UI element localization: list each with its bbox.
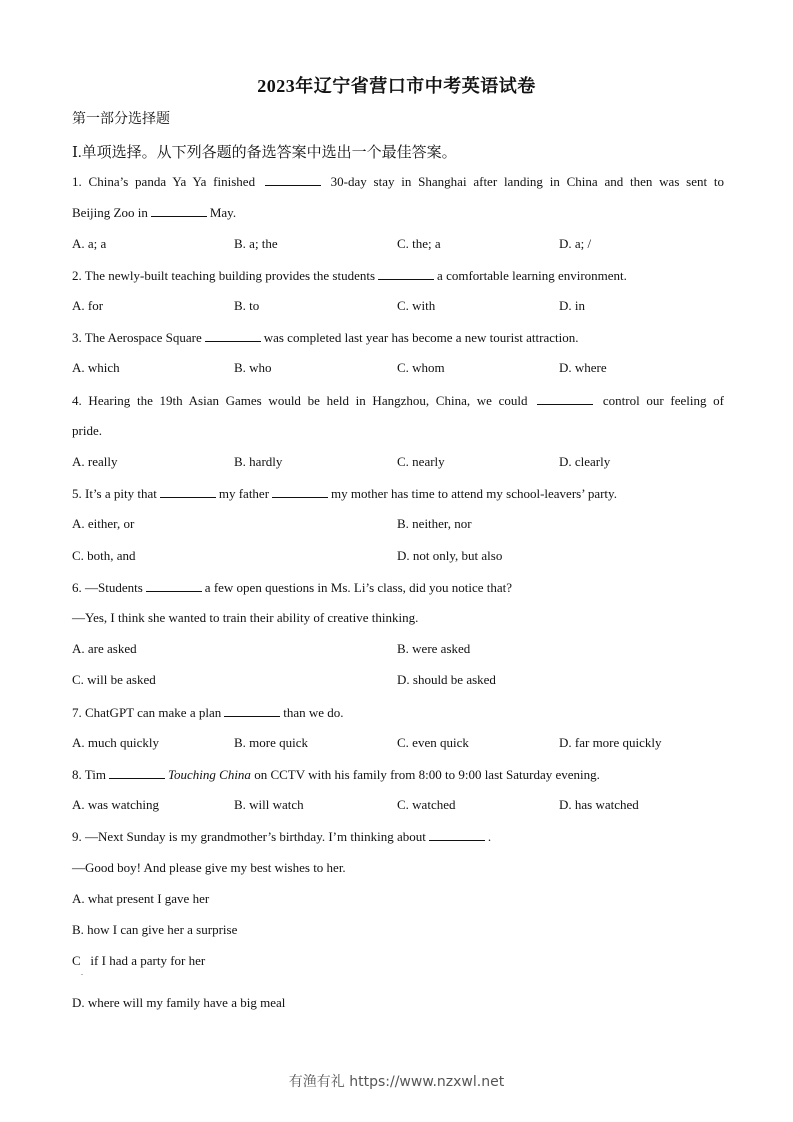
question-1-text-a: 1. China’s panda Ya Ya finished	[72, 174, 256, 189]
option-d: D. should be asked	[397, 672, 496, 687]
question-1-line-1	[72, 173, 724, 190]
question-3-text-b: was completed last year has become a new tourist attraction.	[263, 330, 579, 345]
question-3-options	[72, 360, 724, 378]
option-c: C. with	[397, 298, 436, 313]
question-7-text-b: than we do.	[283, 705, 344, 720]
question-2-text-a: 2. The newly-built teaching building provides the students	[72, 268, 376, 283]
option-d: D. clearly	[559, 454, 611, 469]
question-1-text-c: Beijing Zoo in	[72, 205, 148, 220]
question-2-text-b: a comfortable learning environment.	[437, 268, 627, 283]
page-title: 2023年辽宁省营口市中考英语试卷	[257, 76, 536, 96]
question-6-line-2: —Yes, I think she wanted to train their ability of creative thinking.	[72, 610, 419, 625]
question-5-options-row-1	[72, 516, 724, 534]
question-2-options	[72, 298, 724, 316]
option-a: A. for	[72, 298, 104, 313]
option-c: C. nearly	[397, 454, 445, 469]
question-6-options-row-1	[72, 641, 724, 659]
question-5-text-a: 5. It’s a pity that	[72, 486, 157, 501]
question-5-options-row-2	[72, 548, 724, 566]
question-6-text-a: 6. —Students	[72, 580, 143, 595]
question-4-text-a: 4. Hearing the 19th Asian Games would be held in Hangzhou, China, we could	[72, 393, 528, 408]
option-c: C. will be asked	[72, 672, 156, 687]
question-2	[72, 267, 724, 284]
option-b: B. more quick	[234, 735, 309, 750]
question-9-text-b: .	[487, 829, 492, 844]
option-d: D. where	[559, 360, 607, 375]
option-c: C. whom	[397, 360, 445, 375]
option-a: A. which	[72, 360, 120, 375]
instruction-heading: Ⅰ.单项选择。从下列各题的备选答案中选出一个最佳答案。	[72, 145, 457, 161]
option-d: D. far more quickly	[559, 735, 662, 750]
answer-blank	[429, 828, 485, 841]
option-a: A. really	[72, 454, 118, 469]
question-9-text-a: 9. —Next Sunday is my grandmother’s birthday. I’m thinking about	[72, 829, 426, 844]
question-9-option-b: B. how I can give her a surprise	[72, 922, 238, 937]
answer-blank	[224, 704, 280, 717]
question-4-options	[72, 454, 724, 472]
answer-blank	[160, 485, 216, 498]
option-d: D. a; /	[559, 236, 592, 251]
option-c: C. watched	[397, 797, 456, 812]
option-a: A. a; a	[72, 236, 107, 251]
option-a: A. either, or	[72, 516, 135, 531]
question-3	[72, 329, 724, 346]
option-a: A. was watching	[72, 797, 160, 812]
option-a: A. much quickly	[72, 735, 160, 750]
question-5-text-c: my mother has time to attend my school-leavers’ party.	[331, 486, 617, 501]
option-c: C. even quick	[397, 735, 469, 750]
question-5-text-b: my father	[218, 486, 270, 501]
option-c: C. both, and	[72, 548, 136, 563]
question-5	[72, 485, 724, 502]
question-7	[72, 704, 724, 721]
question-6-line-1	[72, 579, 724, 596]
option-c: C. the; a	[397, 236, 441, 251]
answer-blank	[146, 579, 202, 592]
question-8-text-b: on CCTV with his family from 8:00 to 9:00 last Saturday evening.	[254, 767, 600, 782]
question-9-line-2: —Good boy! And please give my best wishes to her.	[72, 860, 346, 875]
option-a: A. are asked	[72, 641, 137, 656]
answer-blank	[265, 173, 321, 186]
answer-blank	[205, 329, 261, 342]
answer-blank	[537, 392, 593, 405]
question-4-line-1	[72, 392, 724, 409]
question-8	[72, 766, 724, 783]
option-d: D. in	[559, 298, 585, 313]
question-9-option-a: A. what present I gave her	[72, 891, 210, 906]
answer-blank	[151, 204, 207, 217]
option-b: B. a; the	[234, 236, 278, 251]
option-b: B. neither, nor	[397, 516, 472, 531]
option-b: B. to	[234, 298, 260, 313]
question-4-text-b: control our feeling of	[602, 393, 725, 408]
question-1-options	[72, 236, 724, 254]
question-9-line-1	[72, 828, 724, 845]
section-heading: 第一部分选择题	[72, 112, 170, 127]
option-d: D. not only, but also	[397, 548, 503, 563]
question-8-title-italic: Touching China	[167, 767, 251, 782]
question-3-text-a: 3. The Aerospace Square	[72, 330, 202, 345]
answer-blank	[272, 485, 328, 498]
question-1-text-b: 30-day stay in Shanghai after landing in China and then was sent to	[330, 174, 725, 189]
question-6-text-b: a few open questions in Ms. Li’s class, did you notice that?	[204, 580, 513, 595]
option-c-stray-dot: .	[81, 968, 83, 977]
question-8-options	[72, 797, 724, 815]
answer-blank	[378, 267, 434, 280]
question-9-option-c: C if I had a party for her	[72, 953, 206, 968]
option-b: B. hardly	[234, 454, 283, 469]
option-b: B. who	[234, 360, 272, 375]
question-7-text-a: 7. ChatGPT can make a plan	[72, 705, 222, 720]
question-1-line-2	[72, 204, 724, 221]
option-d: D. has watched	[559, 797, 639, 812]
question-9-option-d: D. where will my family have a big meal	[72, 995, 286, 1010]
footer-watermark-text: 有渔有礼 https://www.nzxwl.net	[288, 1074, 505, 1090]
answer-blank	[109, 766, 165, 779]
option-b: B. were asked	[397, 641, 471, 656]
question-8-text-a: 8. Tim	[72, 767, 106, 782]
question-1-text-d: May.	[209, 205, 237, 220]
question-6-options-row-2	[72, 672, 724, 690]
question-4-line-2: pride.	[72, 423, 102, 438]
question-7-options	[72, 735, 724, 753]
option-b: B. will watch	[234, 797, 304, 812]
